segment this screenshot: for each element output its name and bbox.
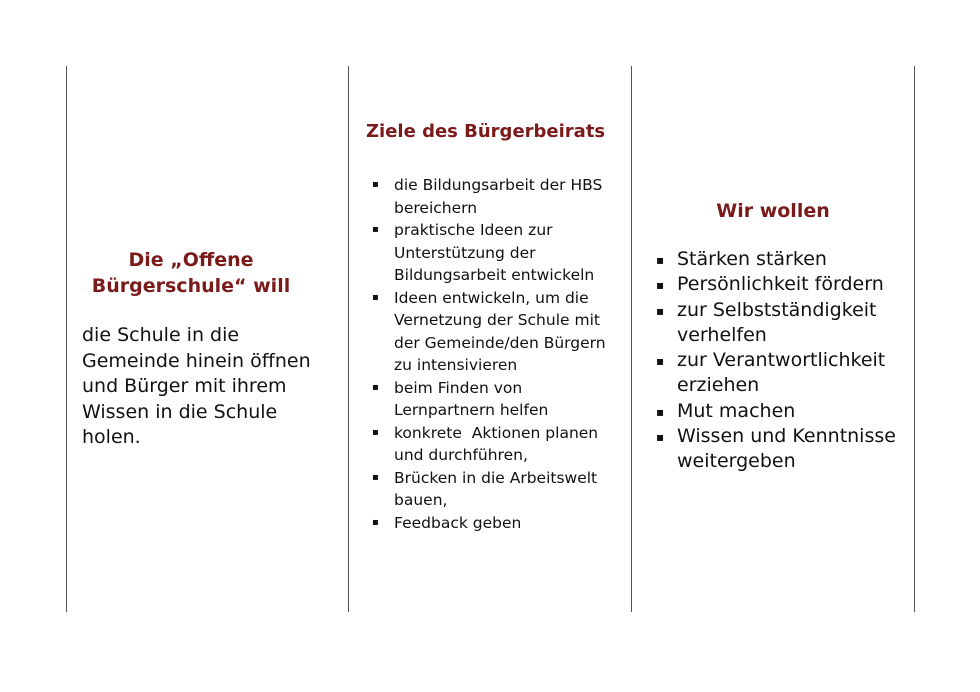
list-item-line: Bildungsarbeit entwickeln bbox=[394, 266, 595, 284]
list-item-line: erziehen bbox=[677, 374, 760, 397]
bullet-icon: ▪ bbox=[656, 404, 665, 419]
bullet-icon: ▪ bbox=[372, 471, 379, 483]
list-item-line: Feedback geben bbox=[394, 513, 522, 532]
list-item bbox=[656, 298, 901, 349]
bullet-icon: ▪ bbox=[656, 303, 665, 318]
list-item-line: praktische Ideen zur bbox=[394, 221, 553, 239]
list-item bbox=[372, 422, 622, 467]
list-item bbox=[656, 399, 901, 424]
list-item-line: bauen, bbox=[394, 491, 448, 509]
list-item-line: zur Verantwortlichkeit bbox=[677, 349, 886, 372]
col1-body-line: und Bürger mit ihrem bbox=[82, 375, 287, 397]
list-item bbox=[372, 512, 622, 535]
list-item bbox=[372, 219, 622, 287]
col1-heading bbox=[85, 247, 297, 299]
list-item-line: Vernetzung der Schule mit bbox=[394, 311, 600, 329]
list-item bbox=[372, 174, 622, 219]
list-item-line: die Bildungsarbeit der HBS bbox=[394, 176, 603, 194]
list-item-line: zu intensivieren bbox=[394, 356, 518, 374]
list-item bbox=[656, 247, 901, 272]
list-item-line: weitergeben bbox=[677, 450, 796, 473]
list-item-line: beim Finden von bbox=[394, 378, 523, 397]
bullet-icon: ▪ bbox=[372, 426, 379, 438]
col1-body-line: die Schule in die bbox=[82, 324, 240, 346]
list-item bbox=[372, 287, 622, 377]
col3-heading: Wir wollen bbox=[716, 200, 830, 222]
col3-aims-list bbox=[656, 247, 901, 475]
bullet-icon: ▪ bbox=[372, 224, 379, 235]
list-item bbox=[372, 467, 622, 512]
list-item bbox=[656, 424, 901, 475]
column-divider-1 bbox=[66, 66, 67, 612]
list-item-line: Lernpartnern helfen bbox=[394, 401, 549, 419]
bullet-icon: ▪ bbox=[372, 516, 379, 528]
list-item-line: zur Selbstständigkeit bbox=[677, 298, 877, 321]
list-item-line: Mut machen bbox=[677, 399, 796, 422]
list-item bbox=[372, 377, 622, 422]
list-item-line: verhelfen bbox=[677, 323, 767, 346]
list-item-line: Wissen und Kenntnisse bbox=[677, 425, 896, 448]
list-item-line: Persönlichkeit fördern bbox=[677, 273, 884, 296]
list-item-line: Brücken in die Arbeitswelt bbox=[394, 468, 598, 487]
bullet-icon: ▪ bbox=[656, 278, 665, 293]
list-item-line: Stärken stärken bbox=[677, 248, 827, 270]
list-item-line: Unterstützung der bbox=[394, 243, 536, 262]
list-item-line: und durchführen, bbox=[394, 446, 528, 464]
bullet-icon: ▪ bbox=[656, 253, 665, 267]
col1-body-line: holen. bbox=[82, 426, 141, 448]
column-divider-2 bbox=[348, 66, 349, 612]
bullet-icon: ▪ bbox=[656, 354, 665, 369]
list-item-line: bereichern bbox=[394, 198, 478, 217]
col1-heading-line: Die „Offene bbox=[128, 249, 254, 271]
list-item-line: Ideen entwickeln, um die bbox=[394, 288, 589, 307]
col1-body bbox=[82, 323, 332, 451]
col2-goal-list bbox=[372, 174, 622, 534]
column-divider-4 bbox=[914, 66, 915, 612]
bullet-icon: ▪ bbox=[656, 430, 665, 445]
col2-heading: Ziele des Bürgerbeirats bbox=[366, 121, 606, 142]
list-item bbox=[656, 348, 901, 399]
list-item bbox=[656, 272, 901, 297]
list-item-line: der Gemeinde/den Bürgern bbox=[394, 333, 606, 352]
col1-heading-line: Bürgerschule“ will bbox=[91, 275, 291, 297]
bullet-icon: ▪ bbox=[372, 381, 379, 393]
col1-body-line: Wissen in die Schule bbox=[82, 400, 278, 423]
bullet-icon: ▪ bbox=[372, 179, 379, 190]
list-item-line: konkrete Aktionen planen bbox=[394, 423, 599, 442]
bullet-icon: ▪ bbox=[372, 291, 379, 303]
column-divider-3 bbox=[631, 66, 632, 612]
col1-body-line: Gemeinde hinein öffnen bbox=[82, 349, 311, 372]
